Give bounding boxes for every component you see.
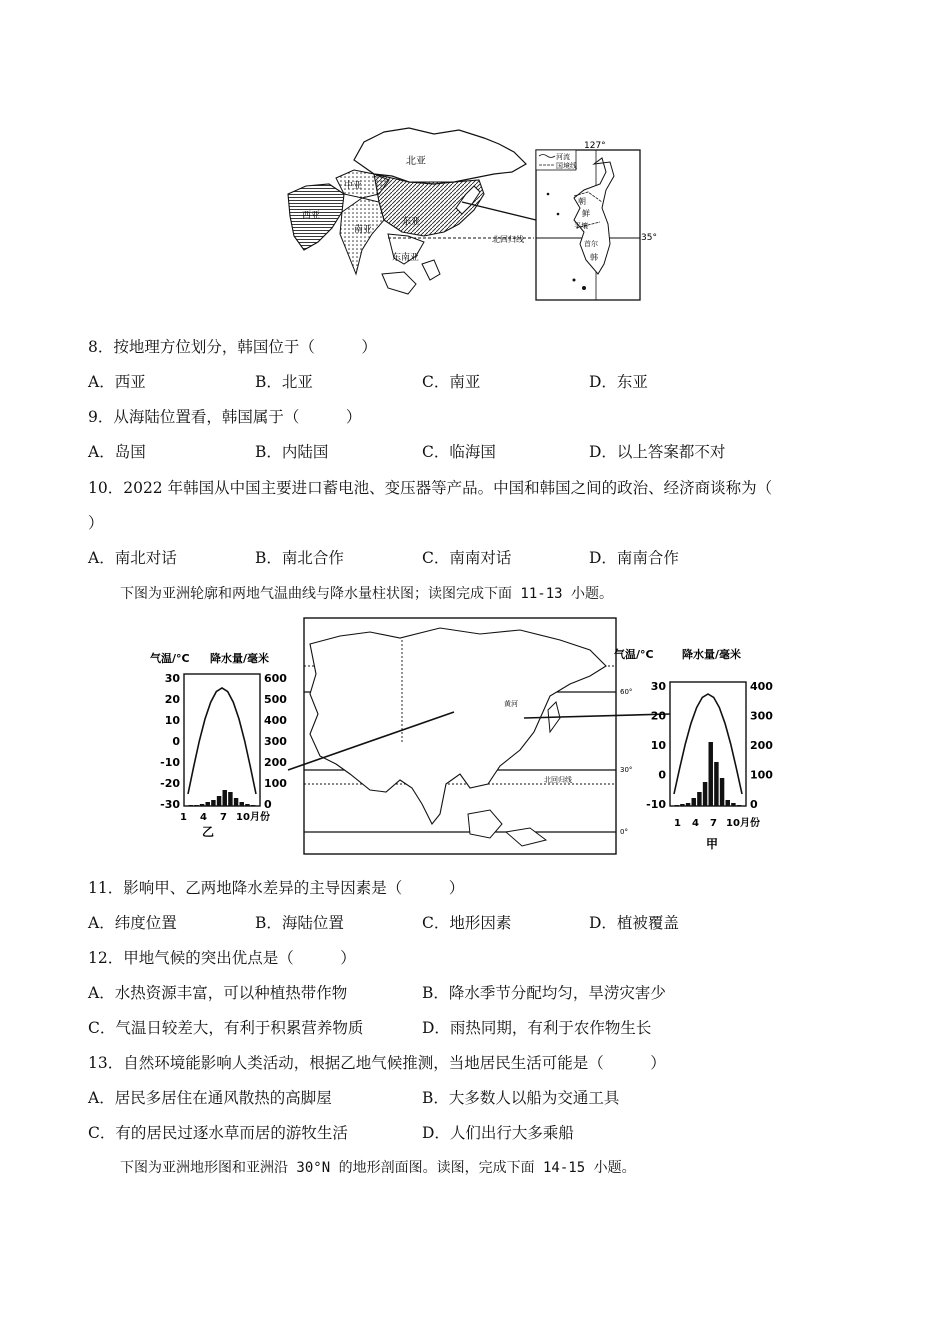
- right-month-4: 4: [692, 818, 699, 829]
- inset-longitude: 127°: [584, 141, 606, 151]
- question-13: 13．自然环境能影响人类活动，根据乙地气候推测，当地居民生活可能是（ ）: [88, 1054, 666, 1072]
- southeast-asia-region: [382, 234, 440, 294]
- precip-bar: [709, 742, 713, 806]
- precip-bar: [234, 798, 238, 806]
- option-a[interactable]: A．居民多居住在通风散热的高脚屋: [88, 1089, 332, 1107]
- label-central-asia: 中亚: [344, 181, 363, 191]
- temp-tick: -10: [160, 756, 180, 769]
- question-10-cont: ）: [88, 514, 104, 532]
- option-a[interactable]: A．纬度位置: [88, 914, 177, 932]
- asia-climate-map: [288, 618, 670, 854]
- precip-bar: [240, 802, 244, 806]
- climate-chart-yi: [150, 651, 287, 839]
- precip-bar: [680, 804, 684, 806]
- precip-bar: [200, 804, 204, 806]
- label-east-asia: 东亚: [402, 217, 421, 227]
- right-month-1: 1: [674, 818, 681, 829]
- inset-label-3: 平壤: [574, 222, 588, 230]
- option-a[interactable]: A．西亚: [88, 373, 146, 391]
- left-month-unit: 月份: [250, 812, 270, 823]
- right-month-unit: 月份: [740, 818, 760, 829]
- precip-bar: [223, 790, 227, 806]
- precip-bar: [714, 762, 718, 806]
- label-north-asia: 北亚: [406, 156, 426, 167]
- temp-tick: 0: [658, 768, 666, 782]
- map-lat-0: 0°: [620, 828, 628, 836]
- option-d[interactable]: D．雨热同期，有利于农作物生长: [422, 1019, 652, 1037]
- precip-tick: 600: [264, 672, 287, 685]
- precip-bar: [245, 804, 249, 806]
- precip-bar: [251, 805, 255, 806]
- option-b[interactable]: B．北亚: [255, 373, 313, 391]
- map-location-label: 黄河: [504, 700, 518, 708]
- option-a[interactable]: A．岛国: [88, 443, 146, 461]
- question-9: 9．从海陆位置看，韩国属于（ ）: [88, 408, 362, 426]
- question-12: 12．甲地气候的突出优点是（ ）: [88, 949, 356, 967]
- option-b[interactable]: B．海陆位置: [255, 914, 344, 932]
- temp-tick: 30: [650, 680, 666, 693]
- precip-bar: [194, 805, 198, 806]
- temp-tick: 10: [164, 714, 180, 727]
- left-month-10: 10: [236, 812, 250, 823]
- precip-bar: [720, 778, 724, 806]
- option-c[interactable]: C．南亚: [422, 373, 481, 391]
- right-month-10: 10: [726, 818, 740, 829]
- left-month-4: 4: [200, 812, 207, 823]
- precip-bar: [217, 796, 221, 806]
- question-11: 11．影响甲、乙两地降水差异的主导因素是（ ）: [88, 879, 465, 897]
- precip-tick: 300: [750, 709, 773, 723]
- right-temp-axis-label: 气温/°C: [614, 648, 654, 661]
- temp-tick: 0: [172, 735, 180, 748]
- map-lat-30: 30°: [620, 766, 633, 774]
- right-precip-axis-label: 降水量/毫米: [682, 648, 742, 661]
- temp-tick: 20: [164, 693, 180, 706]
- option-b[interactable]: B．南北合作: [255, 549, 344, 567]
- inset-label-4: 首尔: [584, 240, 598, 248]
- precip-bar: [692, 798, 696, 806]
- option-c[interactable]: C．南南对话: [422, 549, 512, 567]
- question-10: 10．2022 年韩国从中国主要进口蓄电池、变压器等产品。中国和韩国之间的政治、经济商谈称为（: [88, 479, 773, 497]
- label-southeast-asia: 东南亚: [392, 253, 420, 263]
- precip-bar: [697, 792, 701, 806]
- precip-bar: [703, 782, 707, 806]
- legend-border: 国境线: [556, 162, 577, 170]
- precip-bar: [228, 792, 232, 806]
- temp-tick: -10: [646, 798, 666, 811]
- question-8: 8．按地理方位划分，韩国位于（ ）: [88, 338, 377, 356]
- inset-latitude: 35°: [641, 233, 657, 243]
- option-c[interactable]: C．气温日较差大，有利于积累营养物质: [88, 1019, 364, 1037]
- temp-tick: 10: [650, 739, 666, 752]
- left-month-1: 1: [180, 812, 187, 823]
- label-west-asia: 西亚: [302, 211, 321, 221]
- inset-label-1: 朝: [578, 197, 586, 206]
- precip-bar: [675, 805, 679, 806]
- south-asia-region: [340, 198, 384, 274]
- map-tropic: 北回归线: [544, 776, 572, 784]
- precip-tick: 100: [750, 768, 773, 782]
- inset-label-2: 鲜: [582, 209, 590, 218]
- option-c[interactable]: C．有的居民过逐水草而居的游牧生活: [88, 1124, 348, 1142]
- precip-tick: 400: [750, 680, 773, 693]
- label-south-asia: 南亚: [354, 225, 373, 235]
- precip-tick: 100: [264, 777, 287, 790]
- right-chart-name: 甲: [706, 837, 719, 851]
- precip-tick: 400: [264, 714, 287, 727]
- precip-bar: [731, 803, 735, 806]
- option-d[interactable]: D．植被覆盖: [589, 914, 679, 932]
- option-b[interactable]: B．大多数人以船为交通工具: [422, 1089, 620, 1107]
- precip-bar: [211, 800, 215, 806]
- left-month-7: 7: [220, 812, 227, 823]
- option-a[interactable]: A．水热资源丰富，可以种植热带作物: [88, 984, 348, 1002]
- asia-regions-map: [284, 124, 664, 306]
- temp-tick: -30: [160, 798, 180, 811]
- precip-bar: [189, 805, 193, 806]
- climate-figure: [150, 614, 790, 860]
- map-lat-60: 60°: [620, 688, 633, 696]
- right-month-7: 7: [710, 818, 717, 829]
- precip-bar: [206, 802, 210, 806]
- label-tropic: 北回归线: [492, 235, 524, 244]
- temp-tick: 30: [164, 672, 180, 685]
- option-a[interactable]: A．南北对话: [88, 549, 177, 567]
- option-b[interactable]: B．降水季节分配均匀，旱涝灾害少: [422, 984, 666, 1002]
- option-c[interactable]: C．地形因素: [422, 914, 512, 932]
- precip-tick: 200: [750, 739, 773, 752]
- temp-tick: -20: [160, 777, 180, 790]
- precip-tick: 200: [264, 756, 287, 769]
- precip-bar: [737, 805, 741, 806]
- left-precip-axis-label: 降水量/毫米: [210, 652, 270, 665]
- option-d[interactable]: D．人们出行大多乘船: [422, 1124, 574, 1142]
- option-d[interactable]: D．南南合作: [589, 549, 679, 567]
- climate-chart-jia: [614, 647, 773, 851]
- legend-river: 河流: [556, 153, 570, 161]
- option-c[interactable]: C．临海国: [422, 443, 496, 461]
- option-b[interactable]: B．内陆国: [255, 443, 329, 461]
- precip-tick: 0: [264, 798, 272, 811]
- intro-11-13: 下图为亚洲轮廓和两地气温曲线与降水量柱状图；读图完成下面 11-13 小题。: [120, 586, 613, 602]
- intro-14-15: 下图为亚洲地形图和亚洲沿 30°N 的地形剖面图。读图，完成下面 14-15 小题。: [120, 1160, 636, 1176]
- inset-label-5: 韩: [590, 253, 598, 262]
- precip-bar: [686, 803, 690, 806]
- precip-tick: 300: [264, 735, 287, 748]
- left-temp-axis-label: 气温/°C: [150, 652, 190, 665]
- temp-tick: 20: [650, 709, 666, 723]
- left-chart-name: 乙: [202, 825, 215, 839]
- option-d[interactable]: D．东亚: [589, 373, 648, 391]
- precip-bar: [726, 800, 730, 806]
- precip-tick: 0: [750, 798, 758, 811]
- option-d[interactable]: D．以上答案都不对: [589, 443, 726, 461]
- precip-tick: 500: [264, 693, 287, 706]
